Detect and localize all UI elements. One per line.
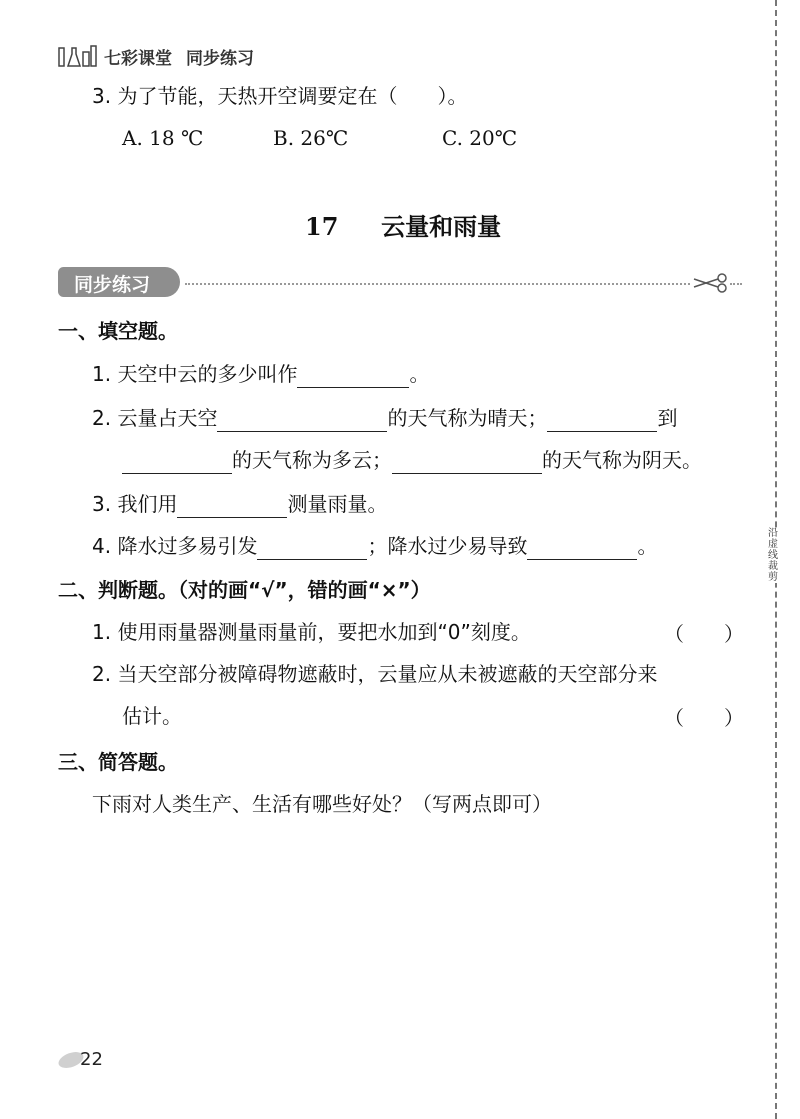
lab-flask-icon — [58, 42, 98, 68]
answer-blank[interactable] — [257, 537, 367, 560]
header-subtitle: 同步练习 — [186, 49, 254, 69]
q4-text: 4. 降水过多易引发 — [92, 534, 258, 558]
dotted-cut-line — [185, 283, 690, 285]
q1-end: 。 — [409, 362, 430, 386]
answer-paren[interactable]: （ ） — [664, 622, 744, 646]
answer-blank[interactable] — [527, 537, 637, 560]
answer-blank[interactable] — [217, 409, 387, 432]
q2-text-c: 到 — [657, 406, 678, 430]
q2-text-b: 的天气称为晴天； — [387, 406, 548, 430]
prev-question: 3. 为了节能，天热开空调要定在（ ）。 — [92, 84, 468, 108]
fill-question-1 — [92, 360, 429, 388]
q1-text: 1. 天空中云的多少叫作 — [92, 362, 298, 386]
answer-blank[interactable] — [392, 451, 542, 474]
section-banner — [58, 267, 180, 297]
part1-heading: 一、填空题。 — [58, 319, 178, 343]
q3-end: 测量雨量。 — [287, 492, 388, 516]
answer-paren[interactable]: （ ） — [664, 706, 744, 730]
dotted-cut-line-end — [730, 283, 742, 285]
judge-question-2-line2: 估计。 — [122, 704, 182, 728]
q3-text: 3. 我们用 — [92, 492, 178, 516]
brand-name: 七彩课堂 — [104, 49, 172, 69]
judge-question-1: 1. 使用雨量器测量雨量前，要把水加到“0”刻度。 — [92, 620, 531, 644]
lesson-title — [305, 207, 501, 242]
option-a: A. 18 ℃ — [122, 126, 204, 150]
q2-text-e: 的天气称为阴天。 — [542, 448, 702, 472]
fill-question-2-line1 — [92, 404, 677, 432]
lesson-number: 17 — [305, 212, 339, 241]
answer-blank[interactable] — [122, 451, 232, 474]
short-answer-question: 下雨对人类生产、生活有哪些好处？（写两点即可） — [92, 792, 552, 816]
option-b: B. 26℃ — [273, 126, 349, 150]
q4-end: 。 — [637, 534, 658, 558]
page-number: 22 — [80, 1049, 103, 1070]
answer-blank[interactable] — [547, 409, 657, 432]
option-c: C. 20℃ — [442, 126, 518, 150]
judge-question-2-line1: 2. 当天空部分被障碍物遮蔽时，云量应从未被遮蔽的天空部分来 — [92, 662, 658, 686]
fill-question-3 — [92, 490, 387, 518]
lesson-name: 云量和雨量 — [381, 213, 502, 241]
q2-text-d: 的天气称为多云； — [232, 448, 392, 472]
q2-text: 2. 云量占天空 — [92, 406, 218, 430]
q4-text-b: ；降水过少易导致 — [367, 534, 528, 558]
section-banner-label: 同步练习 — [74, 274, 151, 296]
fill-question-4 — [92, 532, 657, 560]
answer-blank[interactable] — [177, 495, 287, 518]
part2-heading: 二、判断题。（对的画“√”，错的画“×”） — [58, 578, 431, 602]
answer-blank[interactable] — [297, 365, 409, 388]
cut-note: 沿虚线裁剪 — [768, 528, 778, 583]
part3-heading: 三、简答题。 — [58, 750, 178, 774]
fill-question-2-line2 — [122, 446, 702, 474]
scissors-icon — [692, 271, 728, 295]
